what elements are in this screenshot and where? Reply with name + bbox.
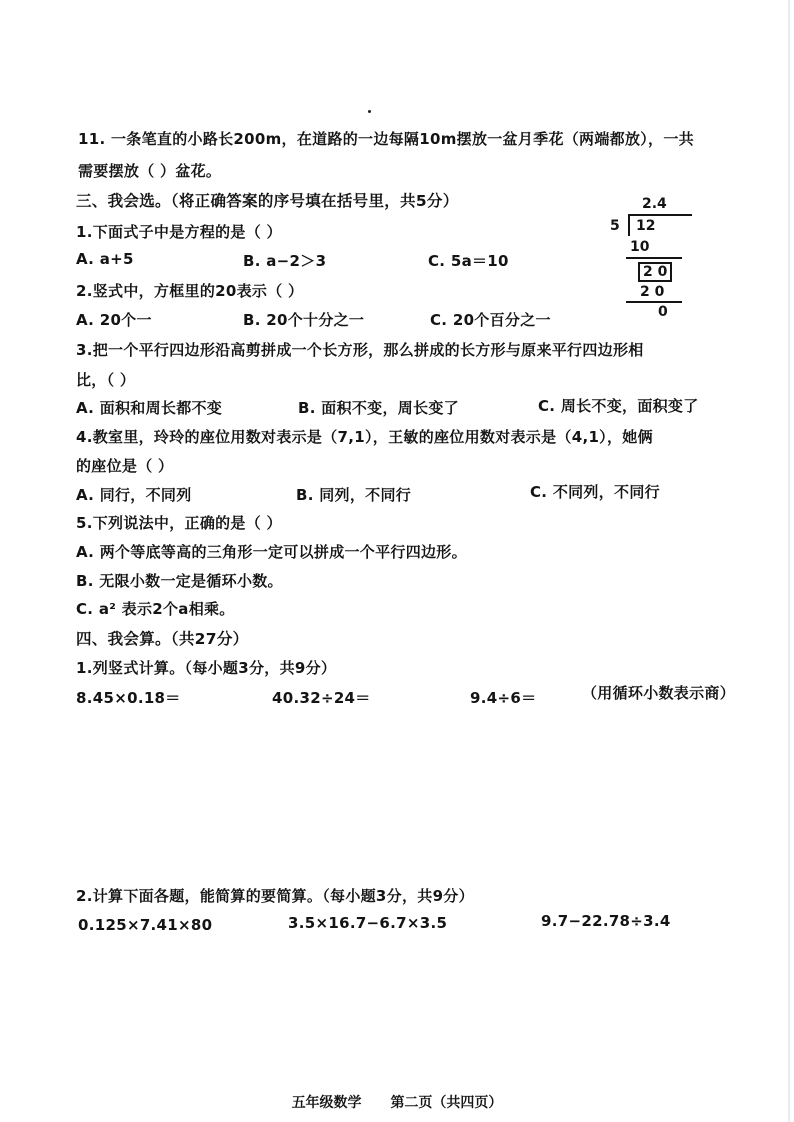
s3-q1-option-c: C. 5a＝10 bbox=[428, 252, 509, 270]
division-quotient: 2.4 bbox=[642, 196, 667, 212]
s3-q4-option-c: C. 不同列，不同行 bbox=[530, 483, 660, 501]
long-division-figure bbox=[606, 196, 696, 326]
s4-part1-item-2: 40.32÷24＝ bbox=[272, 689, 371, 707]
division-divisor: 5 bbox=[610, 218, 620, 234]
s3-q2-option-a: A. 20个一 bbox=[76, 311, 152, 329]
division-dividend: 12 bbox=[636, 218, 656, 234]
division-bracket-side bbox=[628, 214, 630, 236]
s3-q2-stem: 2.竖式中，方框里的20表示（ ） bbox=[76, 282, 304, 300]
s3-q1-option-b: B. a−2＞3 bbox=[243, 252, 327, 270]
s3-q3-option-a: A. 面积和周长都不变 bbox=[76, 399, 223, 417]
s4-part1-item-1: 8.45×0.18＝ bbox=[76, 689, 181, 707]
s3-q1-stem: 1.下面式子中是方程的是（ ） bbox=[76, 223, 282, 241]
page-edge-shadow bbox=[788, 0, 790, 1122]
division-final-remainder: 0 bbox=[658, 304, 668, 320]
s3-q4-option-a: A. 同行，不同列 bbox=[76, 486, 192, 504]
footer-grade-subject: 五年级数学 bbox=[291, 1095, 362, 1111]
s4-part2-item-2: 3.5×16.7−6.7×3.5 bbox=[288, 914, 448, 932]
section3-title: 三、我会选。（将正确答案的序号填在括号里，共5分） bbox=[76, 192, 459, 210]
s3-q4-stem-line1: 4.教室里，玲玲的座位用数对表示是（7,1），王敏的座位用数对表示是（4,1），她俩 bbox=[76, 428, 653, 446]
s3-q5-stem: 5.下列说法中，正确的是（ ） bbox=[76, 514, 282, 532]
s4-part2-heading: 2.计算下面各题，能简算的要简算。（每小题3分，共9分） bbox=[76, 887, 474, 905]
s3-q3-option-b: B. 面积不变，周长变了 bbox=[298, 399, 459, 417]
s3-q5-option-a: A. 两个等底等高的三角形一定可以拼成一个平行四边形。 bbox=[76, 543, 467, 561]
s3-q3-option-c: C. 周长不变，面积变了 bbox=[538, 397, 699, 415]
q11-line2: 需要摆放（ ）盆花。 bbox=[78, 162, 222, 180]
s4-part1-note: （用循环小数表示商） bbox=[582, 684, 736, 702]
s3-q3-stem-line1: 3.把一个平行四边形沿高剪拼成一个长方形，那么拼成的长方形与原来平行四边形相 bbox=[76, 341, 644, 359]
division-boxed-remainder: 2 0 bbox=[638, 262, 672, 282]
division-rule-2 bbox=[626, 301, 682, 303]
s4-part2-item-3: 9.7−22.78÷3.4 bbox=[541, 912, 671, 930]
s4-part2-item-1: 0.125×7.41×80 bbox=[78, 916, 213, 934]
s3-q3-stem-line2: 比，（ ） bbox=[76, 371, 136, 389]
section4-title: 四、我会算。（共27分） bbox=[76, 630, 249, 648]
s3-q4-stem-line2: 的座位是（ ） bbox=[76, 457, 174, 475]
footer-page-number: 第二页（共四页） bbox=[390, 1095, 503, 1111]
s3-q5-option-b: B. 无限小数一定是循环小数。 bbox=[76, 572, 283, 590]
s3-q4-option-b: B. 同列，不同行 bbox=[296, 486, 412, 504]
q11-line1: 11. 一条笔直的小路长200m，在道路的一边每隔10m摆放一盆月季花（两端都放），一共 bbox=[78, 130, 694, 148]
division-rule-1 bbox=[626, 257, 682, 259]
s3-q2-option-b: B. 20个十分之一 bbox=[243, 311, 365, 329]
division-step1: 10 bbox=[630, 239, 650, 255]
division-step2: 2 0 bbox=[640, 284, 665, 300]
s3-q1-option-a: A. a+5 bbox=[76, 250, 134, 268]
s4-part1-item-3: 9.4÷6＝ bbox=[470, 689, 537, 707]
page-footer bbox=[0, 1092, 794, 1112]
division-bracket-top bbox=[630, 214, 692, 216]
scan-speck bbox=[368, 110, 371, 113]
s3-q5-option-c: C. a² 表示2个a相乘。 bbox=[76, 600, 235, 618]
s3-q2-option-c: C. 20个百分之一 bbox=[430, 311, 551, 329]
s4-part1-heading: 1.列竖式计算。（每小题3分，共9分） bbox=[76, 659, 337, 677]
